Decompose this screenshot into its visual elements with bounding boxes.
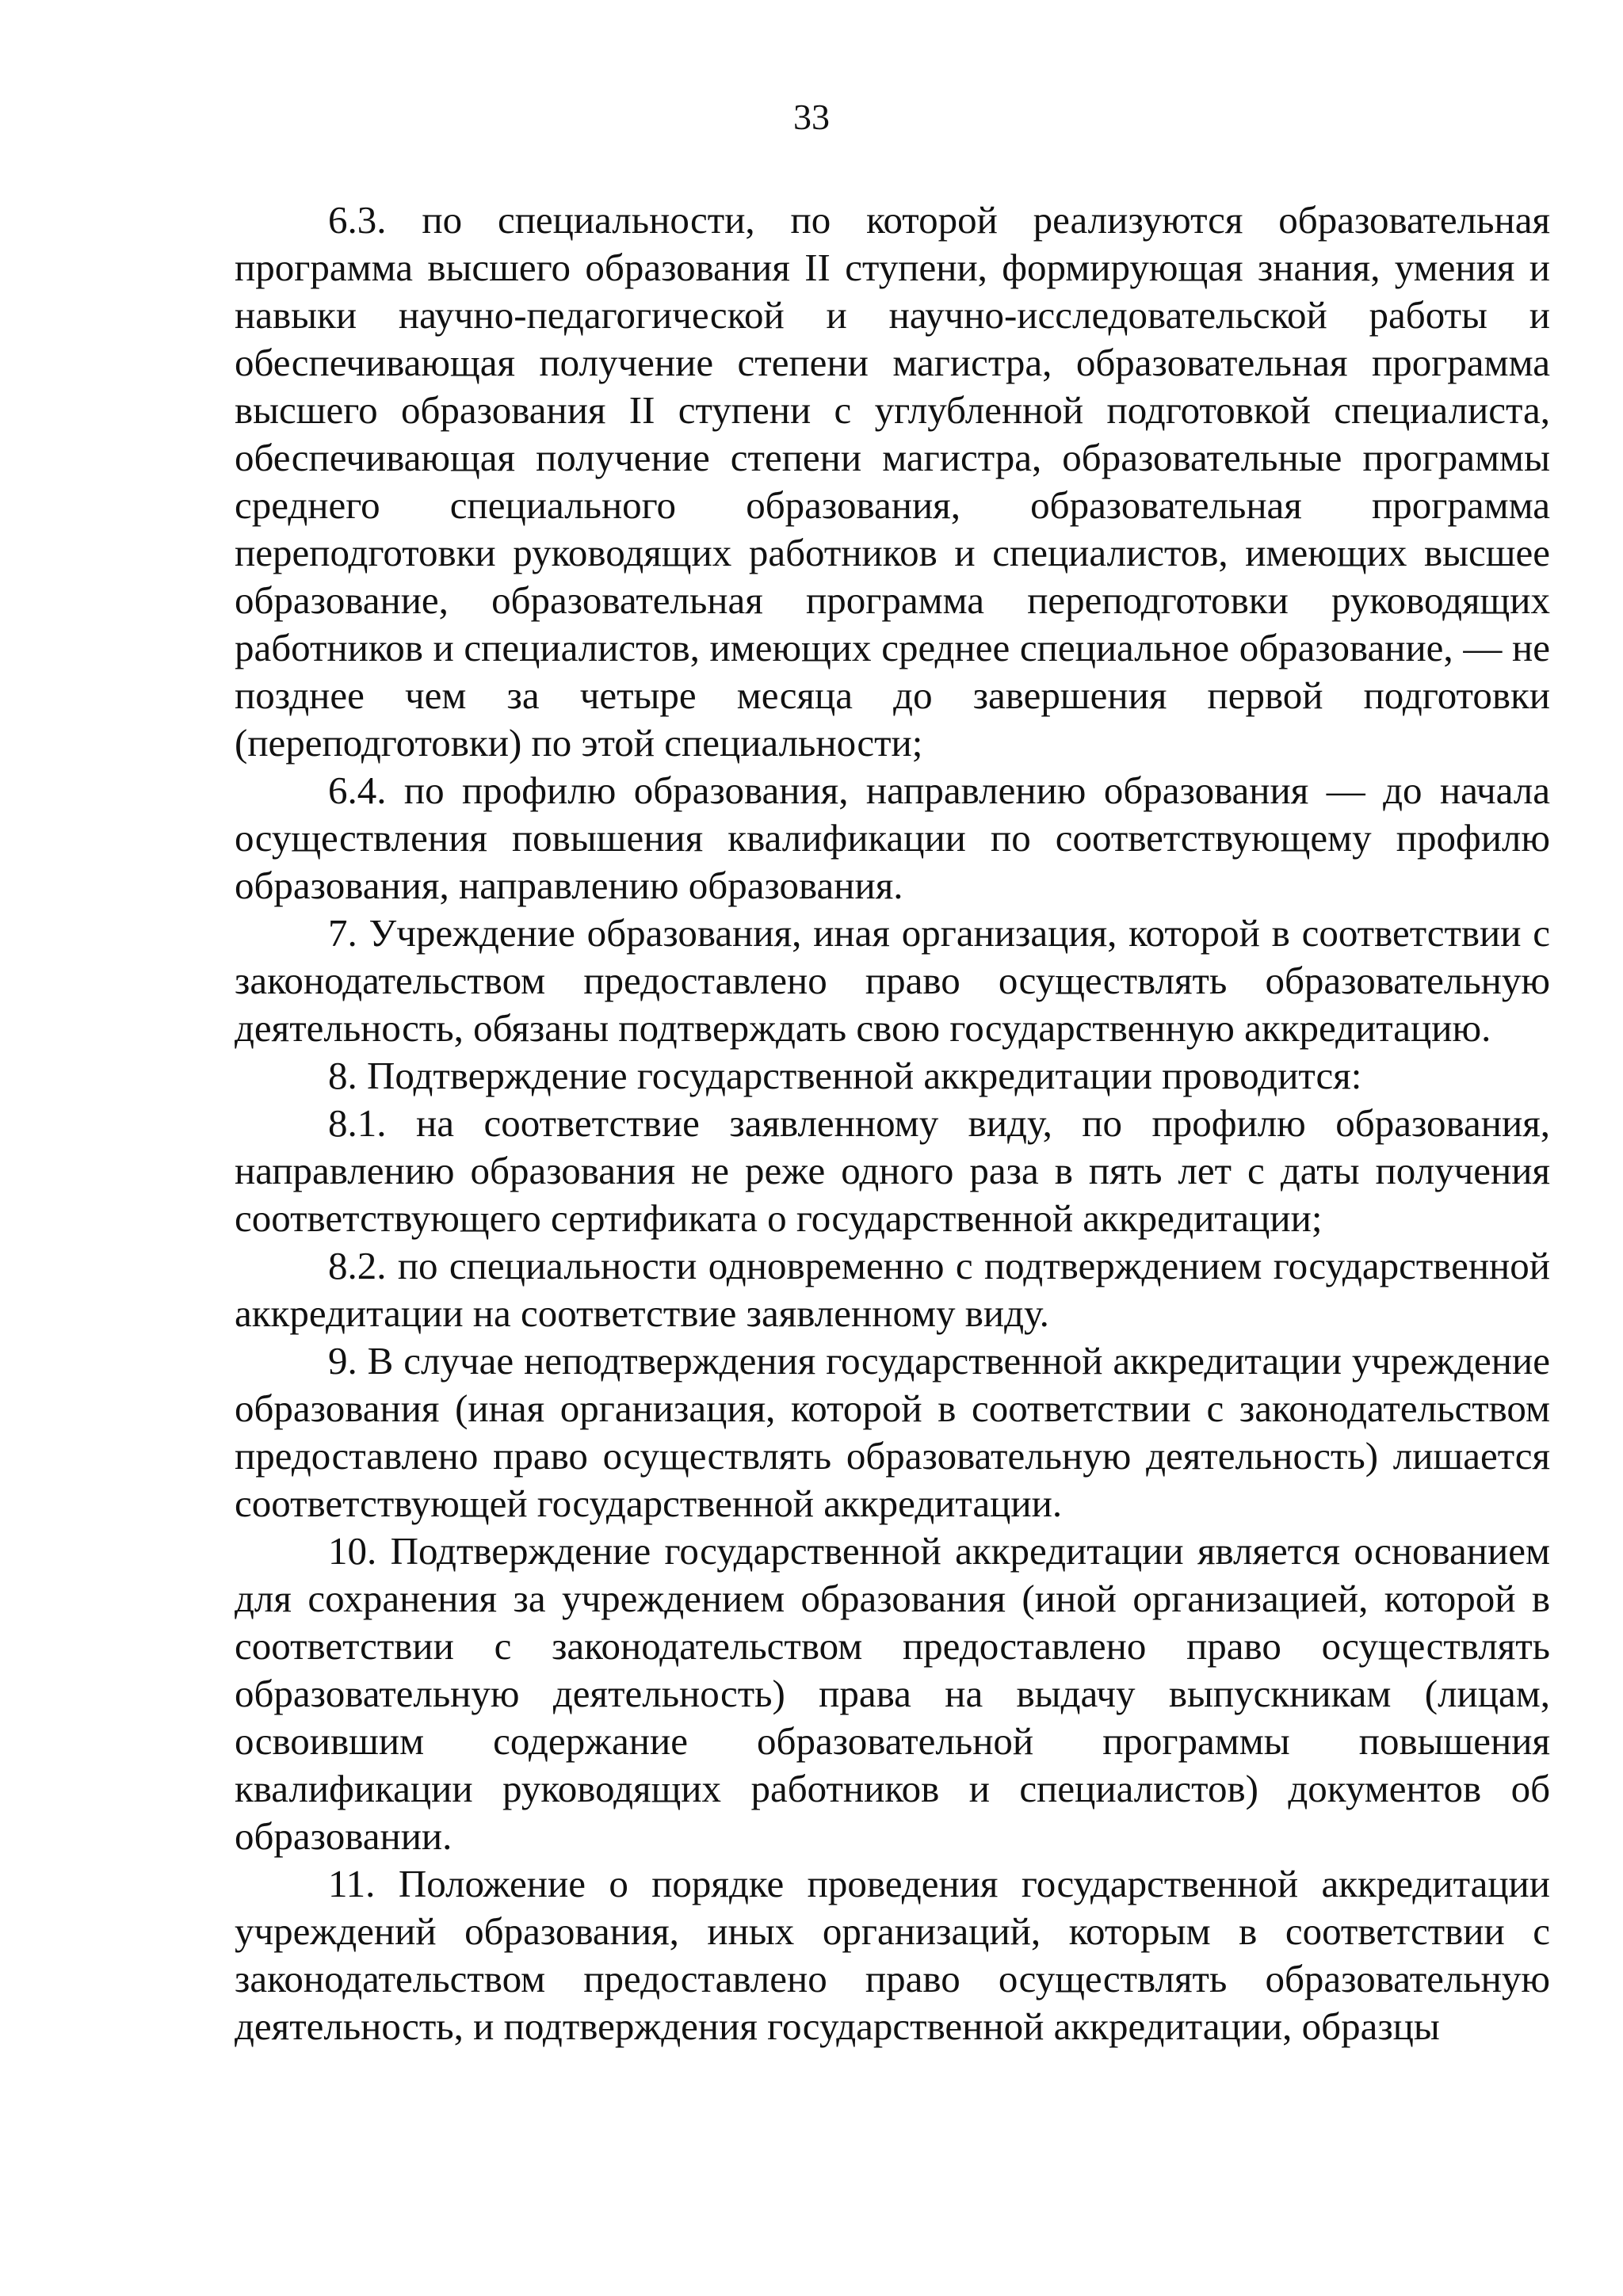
paragraph-8-1: 8.1. на соответствие заявленному виду, по профилю образования, направлению образования не реже одного раза в пять лет с даты получения соответствующего сертификата о государственной аккредитации; xyxy=(235,1101,1550,1240)
paragraph-6-4: 6.4. по профилю образования, направлению образования — до начала осуществления повышения квалификации по соответствующему профилю образования, направлению образования. xyxy=(235,769,1550,907)
document-body xyxy=(235,196,1550,2050)
paragraph-8-2: 8.2. по специальности одновременно с подтверждением государственной аккредитации на соответствие заявленному виду. xyxy=(235,1244,1550,1335)
paragraph-11: 11. Положение о порядке проведения государственной аккредитации учреждений образования, иных организаций, которым в соответствии с законодательством предоставлено право осуществлять образовательную деятельность, и подтверждения государственной аккредитации, образцы xyxy=(235,1862,1550,2048)
paragraph-7: 7. Учреждение образования, иная организация, которой в соответствии с законодательством предоставлено право осуществлять образовательную деятельность, обязаны подтверждать свою государственную аккредитацию. xyxy=(235,911,1550,1050)
page-number: 33 xyxy=(793,97,830,137)
paragraph-8: 8. Подтверждение государственной аккредитации проводится: xyxy=(328,1054,1362,1097)
paragraph-10: 10. Подтверждение государственной аккредитации является основанием для сохранения за учреждением образования (иной организацией, которой в соответствии с законодательством предоставлено право осуществлять образовательную деятельность) права на выдачу выпускникам (лицам, освоившим содержание образовательной программы повышения квалификации руководящих работников и специалистов) документов об образовании. xyxy=(235,1529,1550,1858)
paragraph-9: 9. В случае неподтверждения государственной аккредитации учреждение образования (иная организация, которой в соответствии с законодательством предоставлено право осуществлять образовательную деятельность) лишается соответствующей государственной аккредитации. xyxy=(235,1339,1550,1525)
paragraph-6-3: 6.3. по специальности, по которой реализуются образовательная программа высшего образования II ступени, формирующая знания, умения и навыки научно-педагогической и научно-исследовательской работы и обеспечивающая получение степени магистра, образовательная программа высшего образования II ступени с углубленной подготовкой специалиста, обеспечивающая получение степени магистра, образовательные программы среднего специального образования, образовательная программа переподготовки руководящих работников и специалистов, имеющих высшее образование, образовательная программа переподготовки руководящих работников и специалистов, имеющих среднее специальное образование, — не позднее чем за четыре месяца до завершения первой подготовки (переподготовки) по этой специальности; xyxy=(235,198,1550,765)
